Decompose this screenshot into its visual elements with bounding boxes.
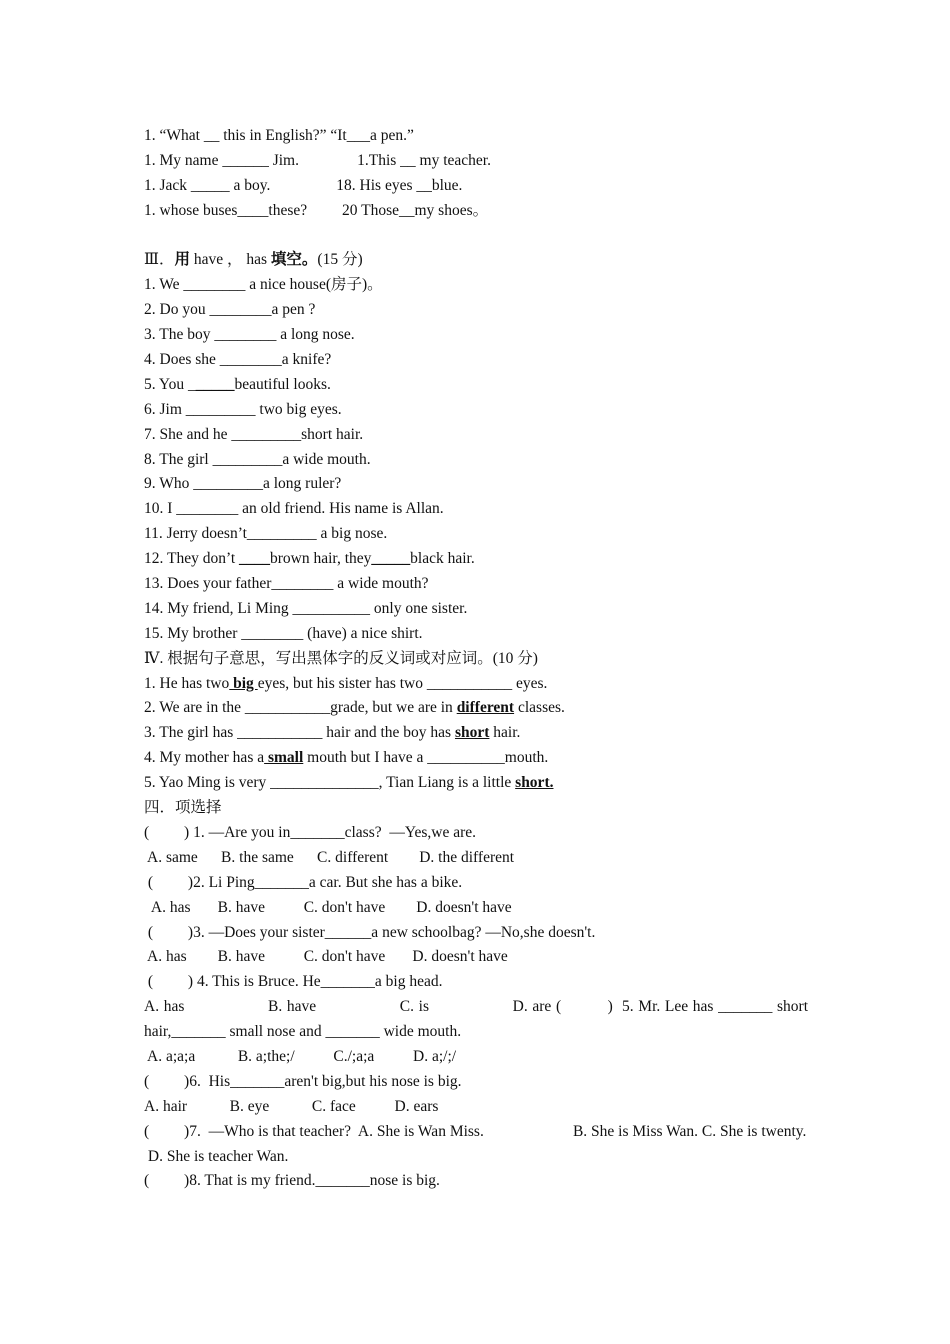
section-5-title: 四．项选择: [144, 799, 222, 817]
section-4-title: Ⅳ. 根据句子意思，写出黑体字的反义词或对应词。(10 分): [144, 649, 538, 667]
question-line: 13. Does your father________ a wide mouth?: [144, 575, 429, 593]
question-line: 1. “What __ this in English?” “It___a pen.”: [144, 127, 414, 144]
blank: ____: [239, 550, 271, 568]
text-part: brown hair, they: [270, 550, 372, 568]
question-line: 15. My brother ________ (have) a nice shirt.: [144, 624, 423, 642]
worksheet-page: [144, 124, 812, 1194]
spacer: [144, 224, 808, 249]
question-line: [144, 373, 808, 398]
text-part: hair.: [489, 724, 521, 742]
question-line: 1. Jack _____ a boy. 18. His eyes __blue.: [144, 176, 463, 194]
question-with-options: ( )7. —Who is that teacher? A. She is Wan Miss. B. She is Miss Wan. C. She is twenty.: [144, 1122, 807, 1140]
text-part: beautiful looks.: [234, 375, 331, 393]
bold-word: small: [264, 749, 304, 767]
question-line: 10. I ________ an old friend. His name is Allan.: [144, 500, 444, 518]
question-line: [144, 672, 808, 697]
question-line: ( )6. His_______aren't big,but his nose is big.: [144, 1072, 462, 1090]
options-line: D. She is teacher Wan.: [144, 1147, 289, 1165]
question-line: ( )2. Li Ping_______a car. But she has a bike.: [144, 873, 463, 891]
options-line: A. a;a;a B. a;the;/ C./;a;a D. a;/;/: [144, 1047, 457, 1065]
blank: _____: [371, 550, 411, 568]
question-line: [144, 771, 808, 796]
question-line: 2. Do you ________a pen ?: [144, 301, 316, 319]
title-points: (15 分): [317, 251, 363, 269]
options-line: A. has B. have C. don't have D. doesn't have: [144, 898, 512, 916]
question-line: 6. Jim _________ two big eyes.: [144, 400, 342, 418]
bold-word: short: [454, 724, 490, 742]
text-part: 5. Yao Ming is very ______________, Tian Liang is a little: [144, 774, 516, 792]
text-part: classes.: [514, 699, 565, 717]
title-text-bold: 填空。: [270, 251, 318, 269]
options-line: A. same B. the same C. different D. the different: [144, 848, 515, 866]
section-number: Ⅲ．: [144, 251, 175, 269]
text-part: 5. You _: [144, 375, 196, 393]
question-line: 7. She and he _________short hair.: [144, 425, 364, 443]
question-line: 14. My friend, Li Ming __________ only one sister.: [144, 599, 468, 617]
text-part: 12. They don’t: [144, 550, 240, 568]
text-part: mouth but I have a __________mouth.: [303, 749, 549, 767]
section-3-title: [144, 248, 808, 273]
text-part: 1. He has two: [144, 674, 230, 692]
question-line: 4. Does she ________a knife?: [144, 351, 332, 369]
bold-word: big: [229, 674, 258, 692]
options-line: A. hair B. eye C. face D. ears: [144, 1097, 439, 1115]
question-line: ( )8. That is my friend._______nose is big.: [144, 1172, 440, 1190]
bold-word: short.: [515, 774, 554, 792]
question-line: ( ) 1. —Are you in_______class? —Yes,we are.: [144, 823, 477, 841]
question-line: 3. The boy ________ a long nose.: [144, 326, 355, 344]
question-line: [144, 746, 808, 771]
blank: _____: [195, 375, 235, 393]
text-part: black hair.: [410, 550, 475, 568]
question-line: [144, 547, 808, 572]
question-line: 1. whose buses____these? 20 Those__my shoes。: [144, 201, 489, 219]
title-text: have ， has: [189, 251, 271, 269]
text-part: eyes, but his sister has two ___________ eyes.: [257, 674, 548, 692]
options-line: A. has B. have C. don't have D. doesn't have: [144, 948, 508, 966]
text-part: 2. We are in the ___________grade, but we are in: [144, 699, 457, 717]
question-line: [144, 721, 808, 746]
question-line: 9. Who _________a long ruler?: [144, 475, 342, 493]
question-line: 1. We ________ a nice house(房子)。: [144, 276, 383, 294]
bold-word: different: [456, 699, 515, 717]
question-line: 8. The girl _________a wide mouth.: [144, 450, 371, 468]
question-line: 1. My name ______ Jim. 1.This __ my teacher.: [144, 151, 491, 169]
options-and-question: A. has B. have C. is D. are ( ) 5. Mr. Lee has _______ short hair,_______ small nose and _______ wide mouth.: [144, 998, 812, 1041]
text-part: 4. My mother has a: [144, 749, 265, 767]
question-line: ( )3. —Does your sister______a new schoolbag? —No,she doesn't.: [144, 923, 596, 941]
question-line: ( ) 4. This is Bruce. He_______a big head.: [144, 973, 443, 991]
title-text-bold: 用: [174, 251, 190, 269]
text-part: 3. The girl has ___________ hair and the boy has: [144, 724, 455, 742]
question-line: [144, 696, 808, 721]
question-line: 11. Jerry doesn’t_________ a big nose.: [144, 525, 388, 543]
